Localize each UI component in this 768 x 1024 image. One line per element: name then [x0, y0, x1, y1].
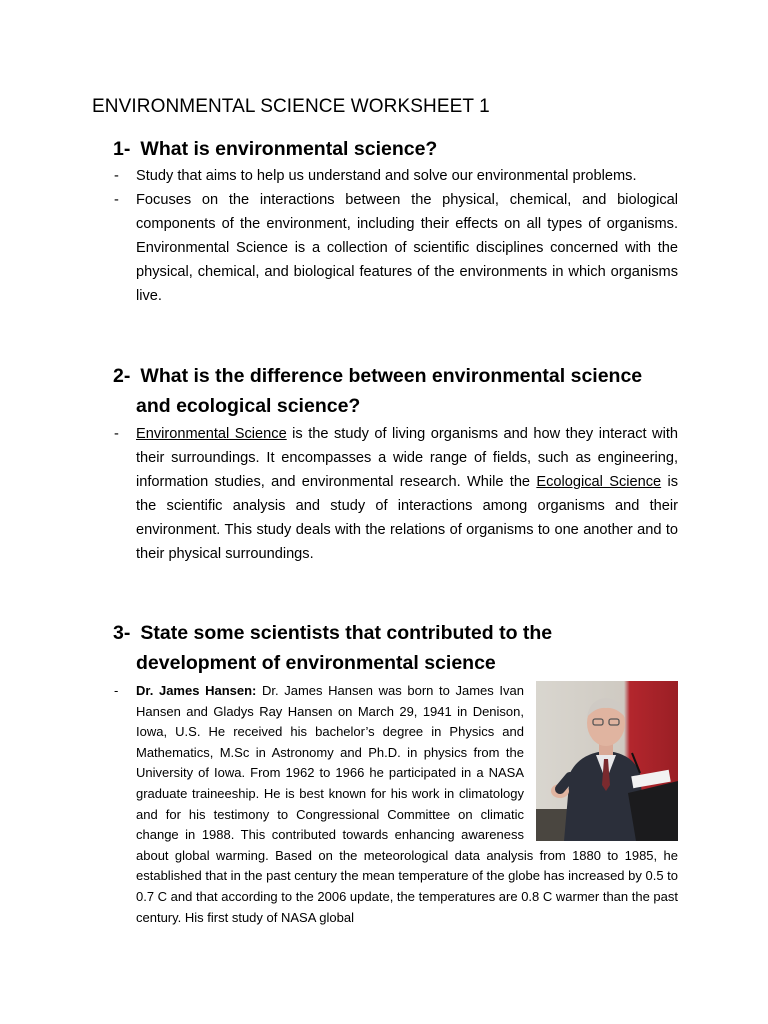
- question-2-text-line1: What is the difference between environmental science: [140, 365, 643, 387]
- question-1-number: 1-: [113, 138, 131, 160]
- answer-text-part1: is the study of living organisms and how they interact with their surroundings. It encompasses a wide range of fields, such as engineering, information studies, and environmental research. While the: [136, 426, 678, 490]
- bullet-dash: -: [114, 683, 119, 698]
- question-3-answer: [112, 681, 678, 928]
- answer-1-bullet-2: [112, 188, 678, 308]
- question-3-heading: [113, 618, 673, 678]
- scientist-photo: [536, 681, 678, 841]
- bullet-dash: -: [114, 426, 119, 442]
- question-3-text-line1: State some scientists that contributed to the: [140, 622, 553, 644]
- scientist-bio: Dr. James Hansen was born to James Ivan Hansen and Gladys Ray Hansen on March 29, 1941 in Denison, Iowa, U.S. He received his bachelor’s degree in Physics and Mathematics, M.Sc in Astronomy and Ph.D. in physics from the University of Iowa. From 1962 to 1966 he participated in a NASA graduate traineeship. He is best known for his work in climatology and for his testimony to Congressional Committee on climatic change in 1988. This contributed towards enhancing awareness about global warming. Based on the meteorological data analysis from 1880 to 1985, he established that in the past century the mean temperature of the globe has increased by 0.5 to 0.7 C and that according to the 2006 update, the temperatures are 0.8 C warmer than the past century. His first study of NASA global: [136, 683, 679, 925]
- question-3-text-line2: development of environmental science: [136, 652, 496, 674]
- document-title: ENVIRONMENTAL SCIENCE WORKSHEET 1: [92, 96, 490, 117]
- question-1-heading: [113, 134, 673, 164]
- answer-text: Study that aims to help us understand and solve our environmental problems.: [136, 168, 637, 184]
- answer-2-bullet-1: [112, 422, 678, 566]
- term-ecological-science: Ecological Science: [536, 474, 662, 490]
- bullet-dash: -: [114, 192, 119, 208]
- scientist-paragraph: [112, 681, 678, 928]
- question-1-text: What is environmental science?: [140, 138, 438, 160]
- question-2-number: 2-: [113, 365, 131, 387]
- photo-illustration: [536, 681, 678, 841]
- answer-1-bullet-1: [112, 164, 678, 188]
- question-2-heading: [113, 361, 673, 421]
- question-1-answers: [112, 164, 678, 308]
- question-3-number: 3-: [113, 622, 131, 644]
- answer-text-part2: is the scientific analysis and study of interactions among organisms and their environment. This study deals with the relations of organisms to one another and to their physical surroundings.: [136, 474, 679, 562]
- question-2-text-line2: and ecological science?: [136, 395, 361, 417]
- question-2-answers: [112, 422, 678, 566]
- answer-text: Focuses on the interactions between the physical, chemical, and biological components of the environment, including their effects on all types of organisms. Environmental Science is a collection of scientific disciplines concerned with the physical, chemical, and biological features of the environments in which organisms live.: [136, 192, 678, 304]
- scientist-name: Dr. James Hansen:: [136, 683, 257, 698]
- bullet-dash: -: [114, 168, 119, 184]
- term-environmental-science: Environmental Science: [136, 426, 287, 442]
